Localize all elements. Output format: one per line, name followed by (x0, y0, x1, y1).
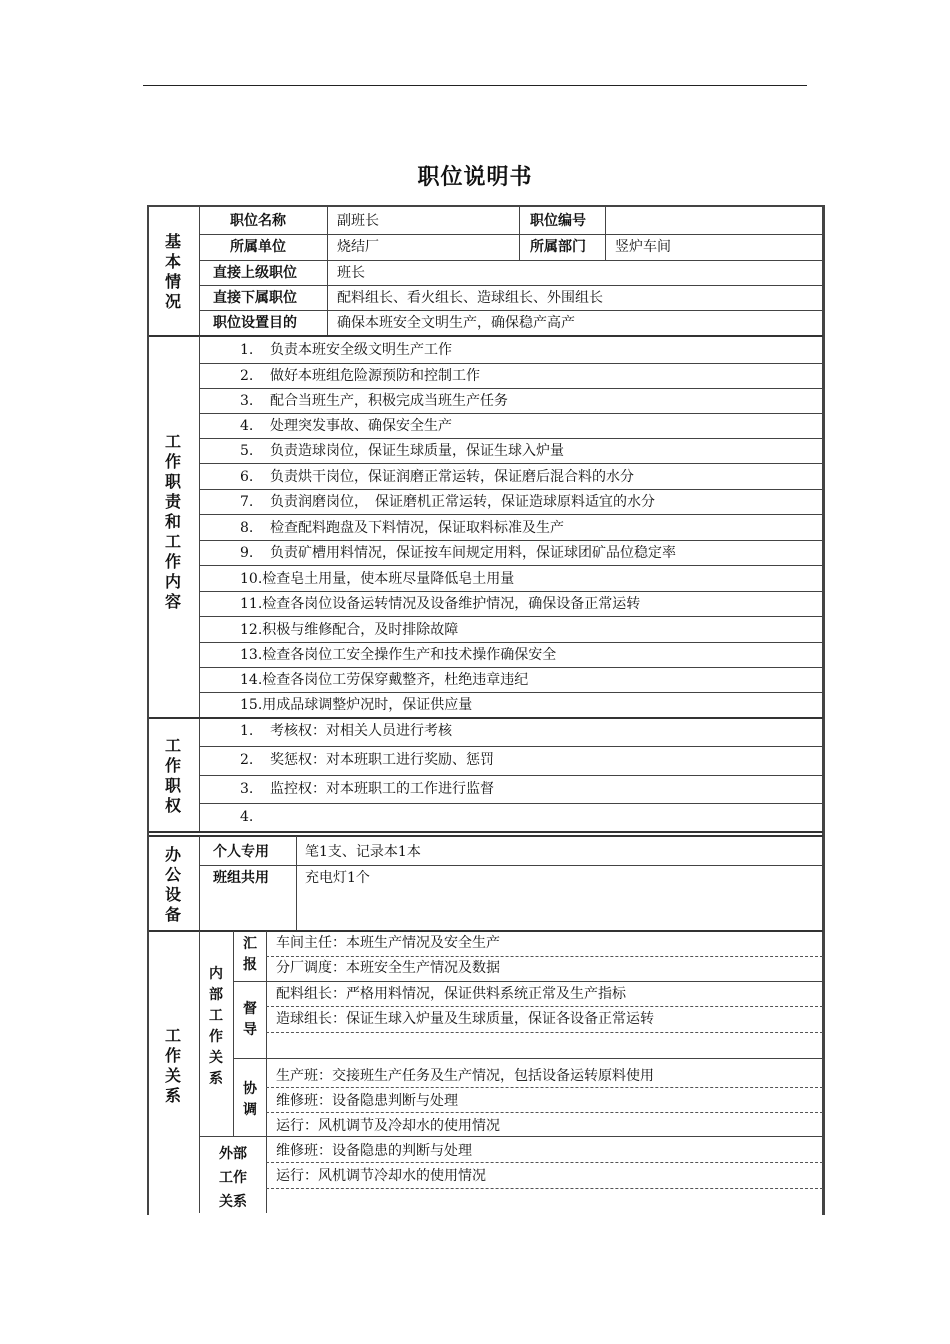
grid-line (199, 540, 823, 541)
position-code-label: 职位编号 (530, 213, 586, 229)
coordinate-item: 维修班：设备隐患判断与处理 (276, 1093, 458, 1109)
supervise-item: 造球组长：保证生球入炉量及生球质量，保证各设备正常运转 (276, 1011, 654, 1027)
supervise-label: 督导 (243, 1001, 257, 1038)
grid-line (199, 438, 823, 439)
duty-item: 8. 检查配料跑盘及下料情况，保证取料标准及生产 (240, 520, 564, 536)
duty-item: 7. 负责润磨岗位， 保证磨机正常运转，保证造球原料适宜的水分 (240, 494, 655, 510)
duty-item: 10.检查皂土用量，使本班尽量降低皂土用量 (240, 571, 515, 587)
section-powers-label: 工作职权 (164, 736, 181, 815)
header-rule (143, 85, 807, 86)
grid-line (199, 285, 823, 286)
coordinate-item: 生产班：交接班生产任务及生产情况，包括设备运转原料使用 (276, 1068, 654, 1084)
grid-line (199, 865, 823, 866)
page-title: 职位说明书 (417, 165, 533, 190)
grid-line (199, 591, 823, 592)
report-label: 汇报 (243, 936, 257, 973)
power-item: 2. 奖惩权：对本班职工进行奖励、惩罚 (240, 752, 494, 768)
subordinate-label: 直接下属职位 (213, 290, 297, 306)
section-divider (149, 717, 823, 719)
grid-line (199, 565, 823, 566)
grid-line (199, 388, 823, 389)
grid-line (199, 803, 823, 804)
power-item: 1. 考核权：对相关人员进行考核 (240, 723, 452, 739)
section-divider (149, 335, 823, 337)
grid-line (199, 489, 823, 490)
dashed-divider (266, 1112, 823, 1113)
personal-equipment-value: 笔1支、记录本1本 (305, 844, 421, 860)
grid-line (233, 931, 234, 1136)
report-item: 车间主任：本班生产情况及安全生产 (276, 935, 500, 951)
internal-relations-label: 内部工作关系 (209, 966, 223, 1087)
coordinate-item: 运行：风机调节及冷却水的使用情况 (276, 1118, 500, 1134)
report-item: 分厂调度：本班安全生产情况及数据 (276, 960, 500, 976)
department-label: 所属部门 (530, 239, 586, 255)
grid-line (327, 207, 328, 335)
dashed-divider (266, 1188, 823, 1189)
duty-item: 9. 负责矿槽用料情况，保证按车间规定用料，保证球团矿品位稳定率 (240, 545, 676, 561)
grid-line (199, 642, 823, 643)
superior-value: 班长 (337, 265, 365, 281)
dashed-divider (266, 1006, 823, 1007)
section-divider (149, 831, 823, 833)
grid-line (199, 363, 823, 364)
dashed-divider (266, 1032, 823, 1033)
section-duties-label: 工作职责和工作内容 (164, 432, 181, 611)
grid-line (199, 310, 823, 311)
section-relations-label: 工作关系 (164, 1026, 181, 1105)
section-divider (149, 930, 823, 932)
grid-line (199, 1136, 823, 1137)
grid-line (199, 667, 823, 668)
grid-line (199, 413, 823, 414)
section-basic-label: 基本情况 (164, 232, 181, 311)
duty-item: 11.检查各岗位设备运转情况及设备维护情况，确保设备正常运转 (240, 596, 641, 612)
unit-value: 烧结厂 (337, 239, 379, 255)
duty-item: 6. 负责烘干岗位，保证润磨正常运转，保证磨后混合料的水分 (240, 469, 634, 485)
dashed-divider (266, 956, 823, 957)
purpose-label: 职位设置目的 (213, 315, 297, 331)
dashed-divider (266, 1087, 823, 1088)
supervise-item: 配料组长：严格用料情况，保证供料系统正常及生产指标 (276, 986, 626, 1002)
duty-item: 3. 配合当班生产，积极完成当班生产任务 (240, 393, 508, 409)
grid-line (199, 931, 200, 1213)
duty-item: 1. 负责本班安全级文明生产工作 (240, 342, 452, 358)
superior-label: 直接上级职位 (213, 265, 297, 281)
subordinate-value: 配料组长、看火组长、造球组长、外围组长 (337, 290, 603, 306)
department-value: 竖炉车间 (615, 239, 671, 255)
duty-item: 13.检查各岗位工安全操作生产和技术操作确保安全 (240, 647, 557, 663)
grid-line (233, 1058, 823, 1059)
duty-item: 15.用成品球调整炉况时，保证供应量 (240, 697, 473, 713)
section-divider (149, 835, 823, 837)
grid-line (199, 692, 823, 693)
external-relations-label: 外部工作关系 (219, 1146, 247, 1210)
power-item: 3. 监控权：对本班职工的工作进行监督 (240, 781, 494, 797)
grid-line (199, 775, 823, 776)
grid-line (199, 616, 823, 617)
external-item: 维修班：设备隐患的判断与处理 (276, 1143, 472, 1159)
grid-line (233, 981, 823, 982)
grid-line (296, 836, 297, 930)
personal-equipment-label: 个人专用 (213, 844, 269, 860)
grid-line (199, 336, 200, 831)
grid-line (199, 463, 823, 464)
coordinate-label: 协调 (243, 1081, 257, 1118)
duty-item: 2. 做好本班组危险源预防和控制工作 (240, 368, 480, 384)
shared-equipment-value: 充电灯1个 (305, 870, 370, 886)
duty-item: 14.检查各岗位工劳保穿戴整齐，杜绝违章违纪 (240, 672, 529, 688)
dashed-divider (266, 1162, 823, 1163)
grid-line (199, 234, 823, 235)
external-item: 运行：风机调节冷却水的使用情况 (276, 1168, 486, 1184)
section-equipment-label: 办公设备 (164, 845, 181, 924)
duty-item: 5. 负责造球岗位，保证生球质量，保证生球入炉量 (240, 443, 564, 459)
power-item: 4. (240, 809, 254, 825)
unit-label: 所属单位 (230, 239, 286, 255)
position-name-label: 职位名称 (230, 213, 286, 229)
grid-line (266, 931, 267, 1213)
shared-equipment-label: 班组共用 (213, 870, 269, 886)
grid-line (199, 746, 823, 747)
duty-item: 12.积极与维修配合，及时排除故障 (240, 622, 459, 638)
grid-line (199, 514, 823, 515)
position-name-value: 副班长 (337, 213, 379, 229)
grid-line (199, 207, 200, 335)
purpose-value: 确保本班安全文明生产，确保稳产高产 (337, 315, 575, 331)
grid-line (199, 260, 823, 261)
grid-line (199, 836, 200, 930)
duty-item: 4. 处理突发事故、确保安全生产 (240, 418, 452, 434)
